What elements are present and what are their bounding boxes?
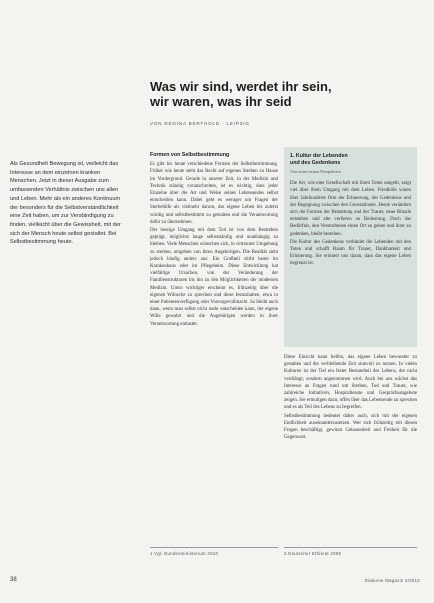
article-title xyxy=(150,79,420,109)
paragraph: Der heutige Umgang mit dem Tod ist von dem Bestreben geprägt, möglichst lange selbstständig und unabhängig zu bleiben. Viele Menschen wünschen sich, in vertrauter Umgebung zu sterben, umgeben von ihren Angehörigen. Die Realität sieht jedoch häufig anders aus: Ein Großteil stirbt heute im Krankenhaus oder im Pflegeheim. Diese Entwicklung hat vielfältige Ursachen, von der Veränderung der Familienstrukturen bis hin zu den Möglichkeiten der modernen Medizin. Umso wichtiger erscheint es, frühzeitig über die eigenen Wünsche zu sprechen und diese festzuhalten, etwa in einer Patientenverfügung oder Vorsorgevollmacht. So bleibt auch dann, wenn man selbst nicht mehr entscheiden kann, der eigene Wille gewahrt und die Angehörigen werden in ihrer Verantwortung entlastet. xyxy=(150,228,278,327)
main-column xyxy=(150,152,278,329)
sidebar-box xyxy=(284,147,417,347)
sidebar-paragraph: Die Art, wie eine Gesellschaft mit ihren Toten umgeht, zeigt viel über ihren Umgang mit dem Leben. Friedhöfe waren über Jahrhunderte Orte der Erinnerung, des Gedenkens und der Begegnung zwischen den Generationen. Heute verändern sich die Formen der Bestattung und der Trauer, neue Rituale entstehen und alte verlieren an Bedeutung. Doch das Bedürfnis, den Verstorbenen einen Ort zu geben und ihrer zu gedenken, bleibt bestehen. xyxy=(290,181,411,237)
sidebar-heading-line-2: und des Gedenkens xyxy=(290,160,341,166)
footnote-rule xyxy=(150,547,278,548)
article-title-line-1: Was wir sind, werdet ihr sein, xyxy=(150,79,332,94)
page-number: 38 xyxy=(10,577,17,583)
section-heading: Formen von Selbstbestimmung xyxy=(150,152,230,158)
right-column xyxy=(284,354,417,442)
article-byline: VON REGINA BERTHOLD · LEIPZIG xyxy=(150,121,250,126)
journal-name: Diakonie Magazin 2/2012 xyxy=(364,578,420,583)
sidebar-heading-line-1: 1. Kultur der Lebenden xyxy=(290,153,348,159)
sidebar-paragraph: Die Kultur des Gedenkens verbindet die Lebenden mit den Toten und schafft Raum für Trauer, Dankbarkeit und Erinnerung. Sie erinnert uns daran, dass das eigene Leben begrenzt ist. xyxy=(290,239,411,267)
paragraph: Es gibt bis heute verschiedene Formen der Selbstbestimmung. Früher wie heute steht das Recht auf eigenes Sterben zu Hause im Vordergrund. Gerade in unserer Zeit, in der Medizin und Technik ständig voranschreiten, ist es wichtig, dass jeder Einzelne über die Art und Weise seines Lebensendes selbst entscheiden kann. Dabei geht es weniger um Fragen der Sterbehilfe als vielmehr darum, das eigene Leben bis zuletzt würdig und selbstbestimmt zu gestalten und die Verantwortung dafür zu übernehmen. xyxy=(150,162,278,225)
footnote-right: 2 Deutscher Ethikrat 2006 xyxy=(284,551,342,556)
sidebar-subtitle: Von einer neuen Perspektive xyxy=(290,169,342,174)
footnote-rule xyxy=(284,547,417,548)
footnote-left: 1 Vgl. Bundesministerium 2010 xyxy=(150,551,219,556)
paragraph: Selbstbestimmung bedeutet daher auch, sich mit der eigenen Endlichkeit auseinanderzusetzen. Wer sich frühzeitig mit diesen Fragen beschäftigt, gewinnt Gelassenheit und Freiheit für die Gegenwart. xyxy=(284,413,417,441)
article-title-line-2: wir waren, was ihr seid xyxy=(150,94,292,109)
intro-text: Als Gesundheit Bewegung ist, vielleicht das Interesse an dem einzelnen kranken Menschen. Jetzt in dieser Ausgabe zum umfassenden Verhältnis zwischen uns allen und Leben. Mehr als ein anderes Kontinuum der besonders für die Selbstverständlichkeit eine Zeit haben, um zur Verständigung zu finden, vielleicht über die Gewissheit, mit der sich der Mensch heute selbst gestaltet. Bei Selbstbestimmung heute. xyxy=(10,161,121,246)
paragraph: Diese Einsicht kann helfen, das eigene Leben bewusster zu gestalten und die verbleibende Zeit sinnvoll zu nutzen. In vielen Kulturen ist der Tod ein fester Bestandteil des Lebens, der nicht verdrängt, sondern angenommen wird. Auch bei uns wächst das Interesse an Fragen rund um Sterben, Tod und Trauer, wie zahlreiche Initiativen, Hospizdienste und Gesprächsangebote zeigen. Sie ermutigen dazu, offen über das Lebensende zu sprechen und es als Teil des Lebens zu begreifen. xyxy=(284,355,417,411)
